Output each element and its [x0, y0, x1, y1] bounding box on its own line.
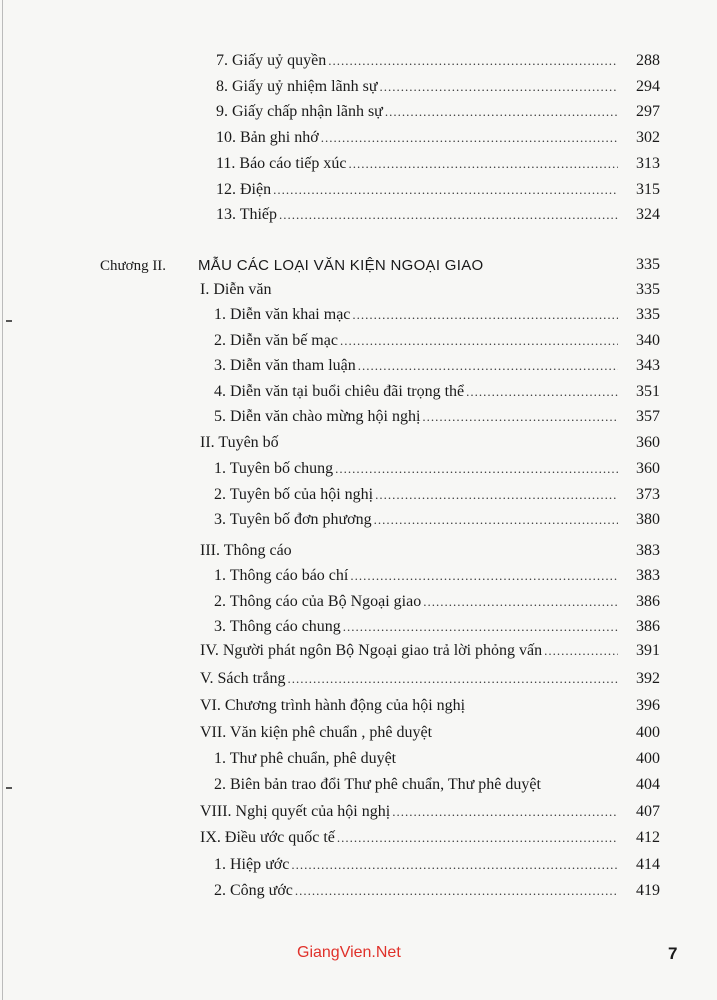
- toc-entry-label: I. Diễn văn: [200, 281, 272, 298]
- toc-entry-label: 11. Báo cáo tiếp xúc: [216, 155, 347, 172]
- leader-dots: [544, 643, 618, 659]
- footer-site-name: GiangVien.Net: [297, 944, 401, 961]
- toc-entry-label: 3. Diễn văn tham luận: [214, 357, 356, 374]
- toc-entry-label: IV. Người phát ngôn Bộ Ngoại giao trả lời phỏng vấn: [200, 642, 543, 659]
- toc-entry: [200, 642, 660, 660]
- toc-entry-page: 294: [636, 78, 660, 95]
- leader-dots: [358, 358, 618, 374]
- toc-entry-page: 288: [636, 52, 660, 69]
- footer-page-number: 7: [668, 944, 678, 963]
- scan-mark: [6, 787, 12, 789]
- leader-dots: [321, 130, 618, 146]
- toc-entry: [214, 856, 660, 874]
- toc-entry-label: 1. Thư phê chuẩn, phê duyệt: [214, 750, 397, 767]
- leader-dots: [328, 53, 618, 69]
- toc-entry: [214, 383, 660, 401]
- toc-entry-label: VI. Chương trình hành động của hội nghị: [200, 697, 466, 714]
- toc-entry-page: 315: [636, 181, 660, 198]
- toc-entry-page: 373: [636, 486, 660, 503]
- toc-entry-page: 335: [636, 306, 660, 323]
- toc-entry-page: 360: [636, 434, 660, 451]
- toc-entry: [214, 486, 660, 504]
- leader-dots: [422, 409, 618, 425]
- toc-entry-label: 1. Tuyên bố chung: [214, 460, 334, 477]
- toc-entry: [214, 882, 660, 900]
- toc-entry: [216, 52, 660, 70]
- leader-dots: [287, 671, 618, 687]
- toc-entry-label: 10. Bản ghi nhớ: [216, 129, 319, 146]
- leader-dots: [380, 79, 618, 95]
- toc-entry: [200, 697, 660, 715]
- toc-entry-label: VII. Văn kiện phê chuẩn , phê duyệt: [200, 724, 433, 741]
- leader-dots: [423, 594, 618, 610]
- toc-entry: [214, 776, 660, 794]
- toc-entry-page: 400: [636, 750, 660, 767]
- toc-entry-label: 2. Diễn văn bế mạc: [214, 332, 338, 349]
- toc-entry-page: 335: [636, 281, 660, 298]
- leader-dots: [273, 182, 618, 198]
- toc-entry-page: 412: [636, 829, 660, 846]
- toc-entry: [214, 460, 660, 478]
- toc-entry: [216, 181, 660, 199]
- toc-entry-label: 8. Giấy uỷ nhiệm lãnh sự: [216, 78, 378, 95]
- toc-entry-page: 313: [636, 155, 660, 172]
- toc-entry: [214, 593, 660, 611]
- toc-entry-page: 360: [636, 460, 660, 477]
- toc-entry-page: 297: [636, 103, 660, 120]
- leader-dots: [335, 461, 618, 477]
- toc-entry-page: 407: [636, 803, 660, 820]
- toc-entry-page: 386: [636, 618, 660, 635]
- leader-dots: [352, 307, 618, 323]
- toc-entry-label: 2. Biên bản trao đổi Thư phê chuẩn, Thư phê duyệt: [214, 776, 541, 793]
- toc-entry: [200, 542, 660, 560]
- toc-entry: [214, 357, 660, 375]
- toc-entry-page: 351: [636, 383, 660, 400]
- leader-dots: [340, 333, 618, 349]
- toc-entry-label: 13. Thiếp: [216, 206, 278, 223]
- leader-dots: [385, 104, 618, 120]
- toc-entry-page: 414: [636, 856, 660, 873]
- toc-entry: [200, 803, 660, 821]
- toc-entry-label: 5. Diễn văn chào mừng hội nghị: [214, 408, 421, 425]
- toc-entry-label: V. Sách trắng: [200, 670, 286, 687]
- toc-entry-page: 302: [636, 129, 660, 146]
- toc-entry: [216, 78, 660, 96]
- toc-entry: [200, 434, 660, 452]
- toc-entry-label: 2. Thông cáo của Bộ Ngoại giao: [214, 593, 422, 610]
- toc-entry-label: 3. Thông cáo chung: [214, 618, 341, 635]
- toc-entry-label: II. Tuyên bố: [200, 434, 279, 451]
- scan-mark: [6, 320, 12, 322]
- toc-entry-page: 324: [636, 206, 660, 223]
- toc-entry: [214, 750, 660, 768]
- toc-entry: [216, 103, 660, 121]
- toc-entry-label: 12. Điện: [216, 181, 272, 198]
- toc-entry-page: 391: [636, 642, 660, 659]
- toc-entry-page: 340: [636, 332, 660, 349]
- leader-dots: [291, 857, 618, 873]
- leader-dots: [350, 568, 618, 584]
- toc-entry-label: 4. Diễn văn tại buổi chiêu đãi trọng thể: [214, 383, 465, 400]
- page-edge: [2, 0, 3, 1000]
- toc-entry-page: 419: [636, 882, 660, 899]
- toc-entry-page: 404: [636, 776, 660, 793]
- leader-dots: [466, 384, 618, 400]
- chapter-prefix: Chương II.: [100, 258, 167, 274]
- toc-entry-label: 2. Tuyên bố của hội nghị: [214, 486, 374, 503]
- leader-dots: [392, 804, 618, 820]
- chapter-title: MẪU CÁC LOẠI VĂN KIỆN NGOẠI GIAO: [198, 257, 484, 274]
- toc-entry: [216, 155, 660, 173]
- toc-entry: [200, 281, 660, 299]
- toc-entry-label: IX. Điều ước quốc tế: [200, 829, 335, 846]
- toc-entry-page: 383: [636, 542, 660, 559]
- chapter-page: 335: [636, 256, 660, 273]
- toc-entry: [214, 408, 660, 426]
- toc-entry: [216, 206, 660, 224]
- toc-entry-page: 357: [636, 408, 660, 425]
- leader-dots: [348, 156, 618, 172]
- toc-entry: [214, 511, 660, 529]
- leader-dots: [295, 883, 618, 899]
- toc-entry-page: 400: [636, 724, 660, 741]
- toc-entry-page: 380: [636, 511, 660, 528]
- toc-entry: [214, 567, 660, 585]
- toc-entry-page: 386: [636, 593, 660, 610]
- leader-dots: [279, 207, 618, 223]
- toc-entry-label: 1. Diễn văn khai mạc: [214, 306, 351, 323]
- leader-dots: [375, 487, 618, 503]
- toc-entry-page: 343: [636, 357, 660, 374]
- toc-entry-label: III. Thông cáo: [200, 542, 292, 559]
- toc-entry: [214, 306, 660, 324]
- toc-entry-label: 9. Giấy chấp nhận lãnh sự: [216, 103, 383, 120]
- toc-entry-page: 396: [636, 697, 660, 714]
- toc-entry-label: 7. Giấy uỷ quyền: [216, 52, 327, 69]
- leader-dots: [374, 512, 618, 528]
- toc-entry: [216, 129, 660, 147]
- toc-entry-page: 392: [636, 670, 660, 687]
- toc-entry-label: 3. Tuyên bố đơn phương: [214, 511, 372, 528]
- toc-entry-label: 2. Công ước: [214, 882, 293, 899]
- toc-entry: [200, 829, 660, 847]
- toc-entry-label: VIII. Nghị quyết của hội nghị: [200, 803, 391, 820]
- toc-entry: [200, 724, 660, 742]
- toc-entry: [200, 670, 660, 688]
- toc-entry: [214, 332, 660, 350]
- leader-dots: [337, 830, 618, 846]
- toc-entry-page: 383: [636, 567, 660, 584]
- toc-entry-label: 1. Thông cáo báo chí: [214, 567, 349, 584]
- leader-dots: [343, 619, 618, 635]
- toc-entry-label: 1. Hiệp ước: [214, 856, 290, 873]
- toc-entry: [214, 618, 660, 636]
